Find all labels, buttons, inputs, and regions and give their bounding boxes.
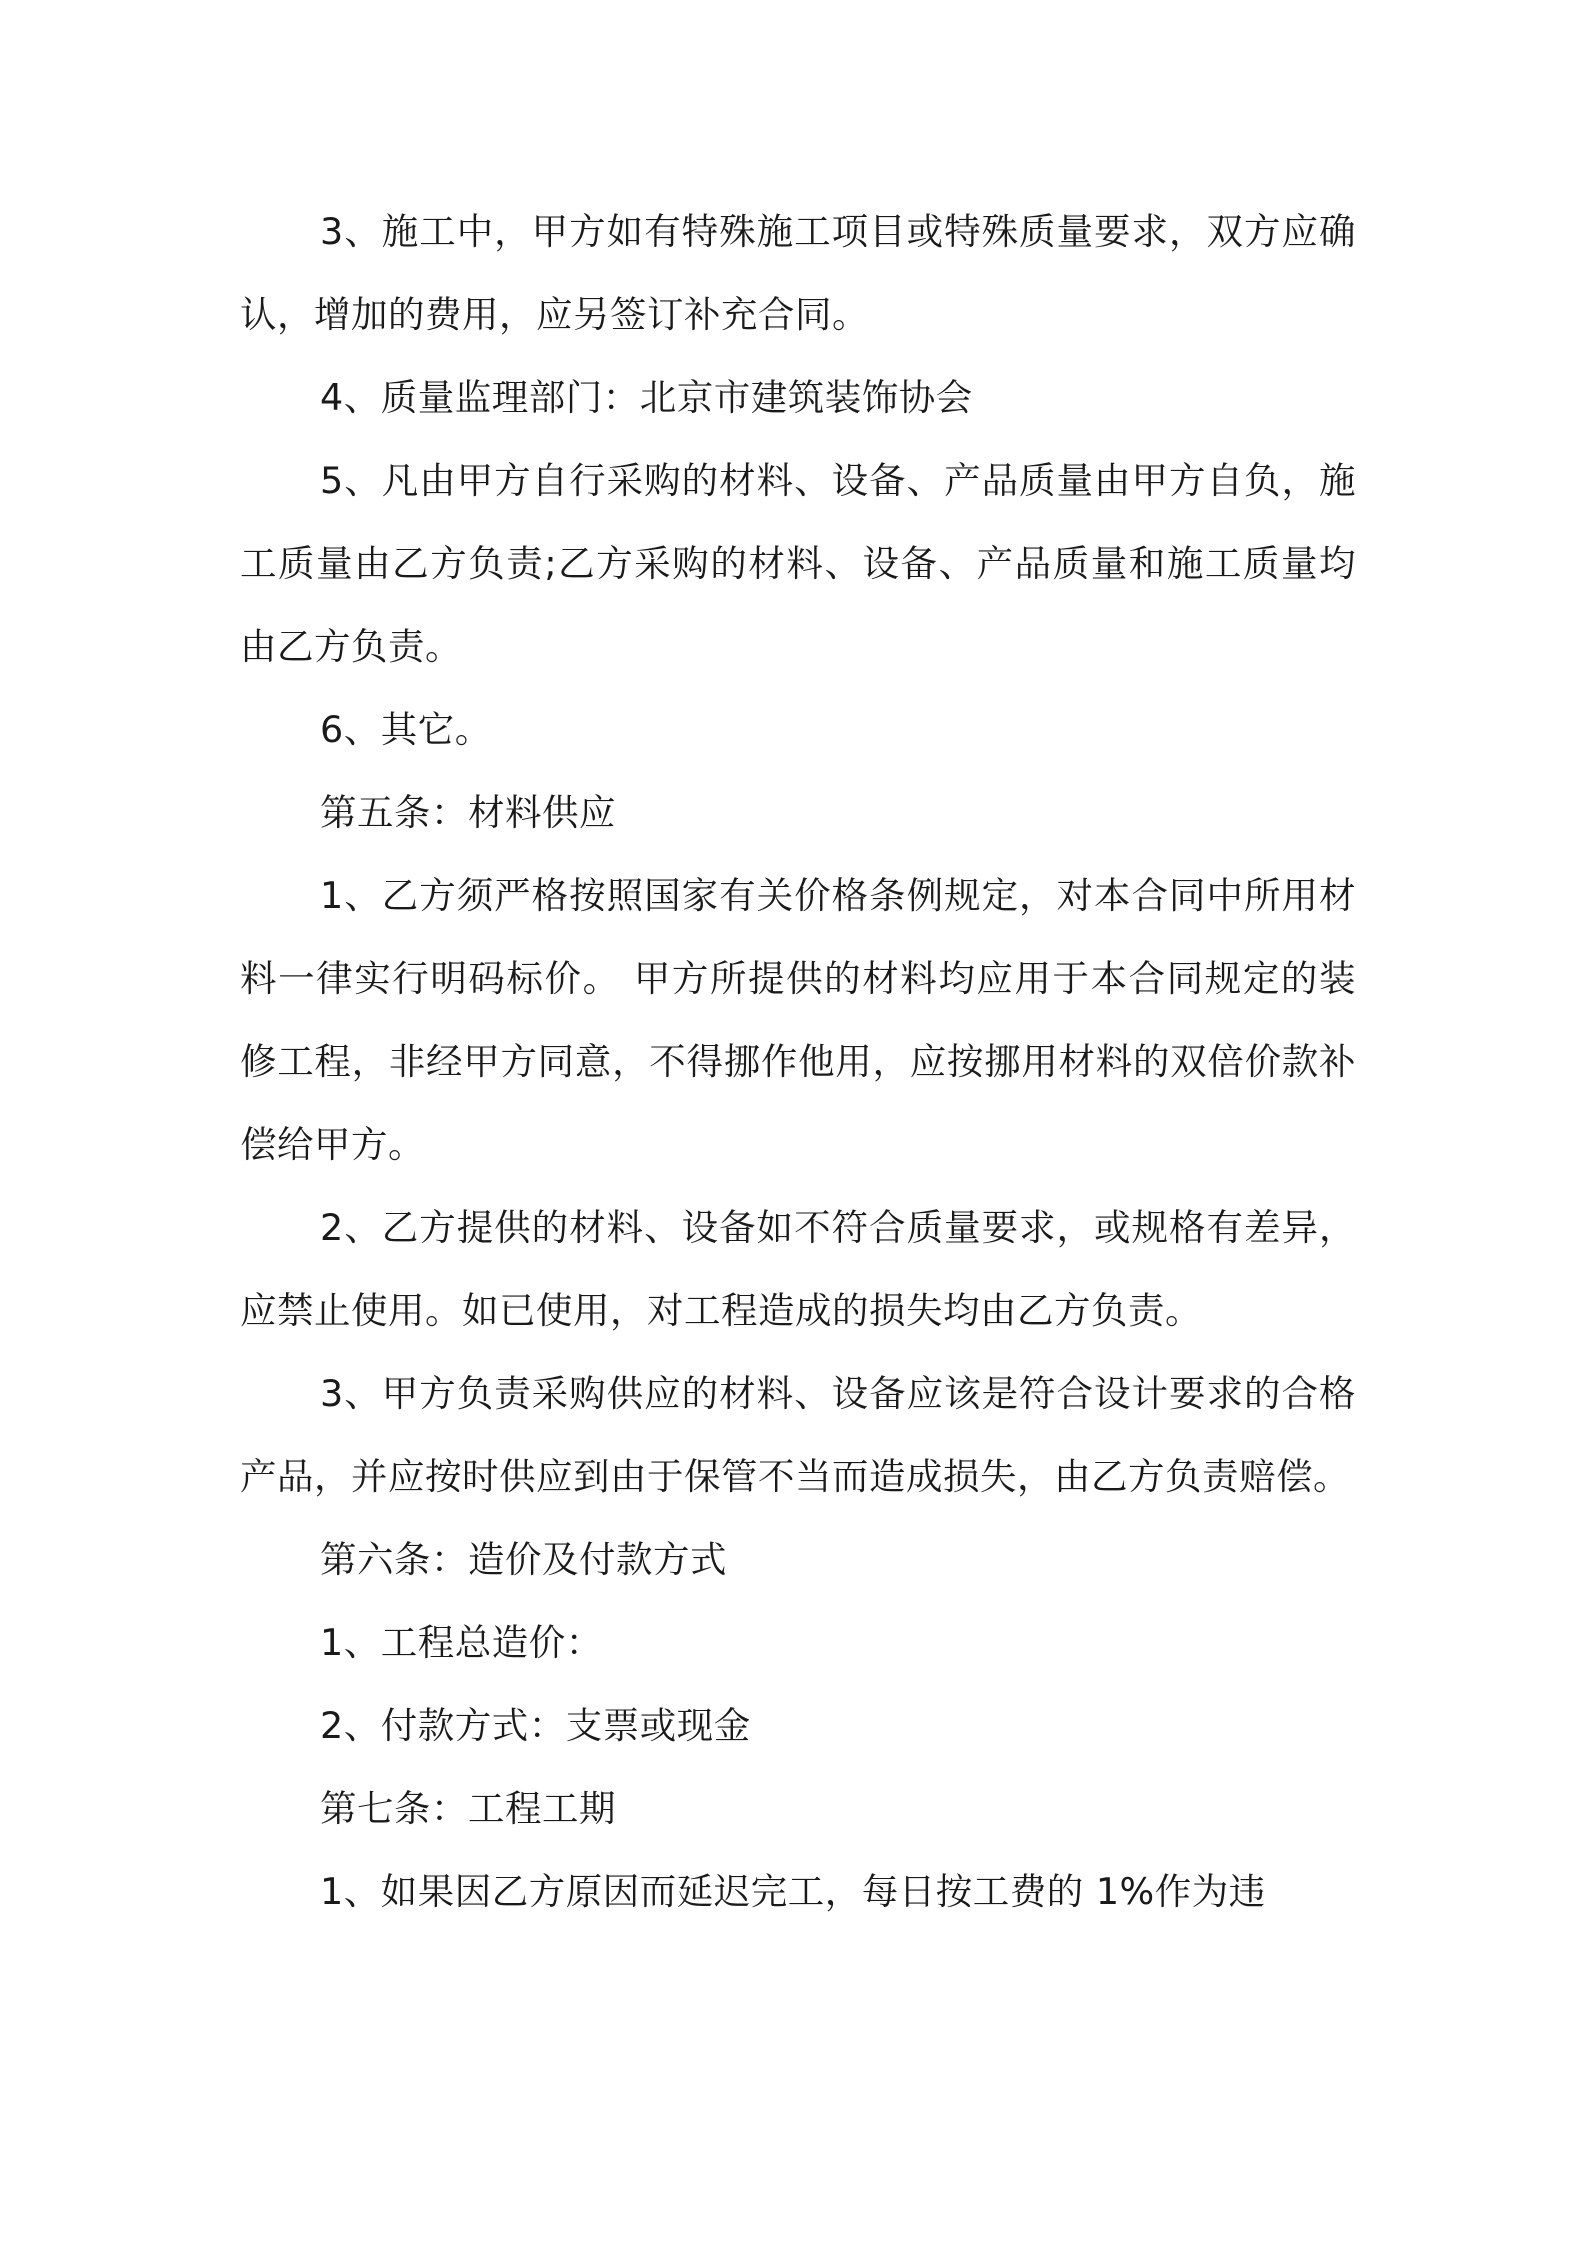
article-5-heading: 第五条：材料供应 — [320, 791, 616, 834]
clause-item-6-other: 6、其它。 — [320, 708, 492, 751]
clause-item-3-special-requirements: 3、施工中，甲方如有特殊施工项目或特殊质量要求，双方应确认，增加的费用，应另签订补充合同。 — [240, 210, 1356, 336]
clause-item-4-quality-supervision: 4、质量监理部门：北京市建筑装饰协会 — [320, 376, 973, 419]
article-6-item-2: 2、付款方式：支票或现金 — [320, 1704, 751, 1747]
article-7-item-1: 1、如果因乙方原因而延迟完工，每日按工费的 1%作为违 — [320, 1870, 1266, 1913]
clause-item-5-material-quality: 5、凡由甲方自行采购的材料、设备、产品质量由甲方自负，施工质量由乙方负责;乙方采购的材料、设备、产品质量和施工质量均由乙方负责。 — [240, 459, 1356, 668]
article-7-heading: 第七条：工程工期 — [320, 1787, 616, 1830]
article-6-item-1: 1、工程总造价： — [320, 1621, 603, 1664]
article-5-item-2: 2、乙方提供的材料、设备如不符合质量要求，或规格有差异，应禁止使用。如已使用，对工程造成的损失均由乙方负责。 — [240, 1206, 1356, 1332]
article-5-item-3: 3、甲方负责采购供应的材料、设备应该是符合设计要求的合格产品，并应按时供应到由于保管不当而造成损失，由乙方负责赔偿。 — [240, 1372, 1356, 1498]
article-6-heading: 第六条：造价及付款方式 — [320, 1538, 727, 1581]
document-page — [240, 190, 1356, 1933]
article-5-item-1: 1、乙方须严格按照国家有关价格条例规定，对本合同中所用材料一律实行明码标价。 甲方所提供的材料均应用于本合同规定的装修工程，非经甲方同意，不得挪作他用，应按挪用材料的双倍价款补偿给甲方。 — [240, 874, 1356, 1166]
